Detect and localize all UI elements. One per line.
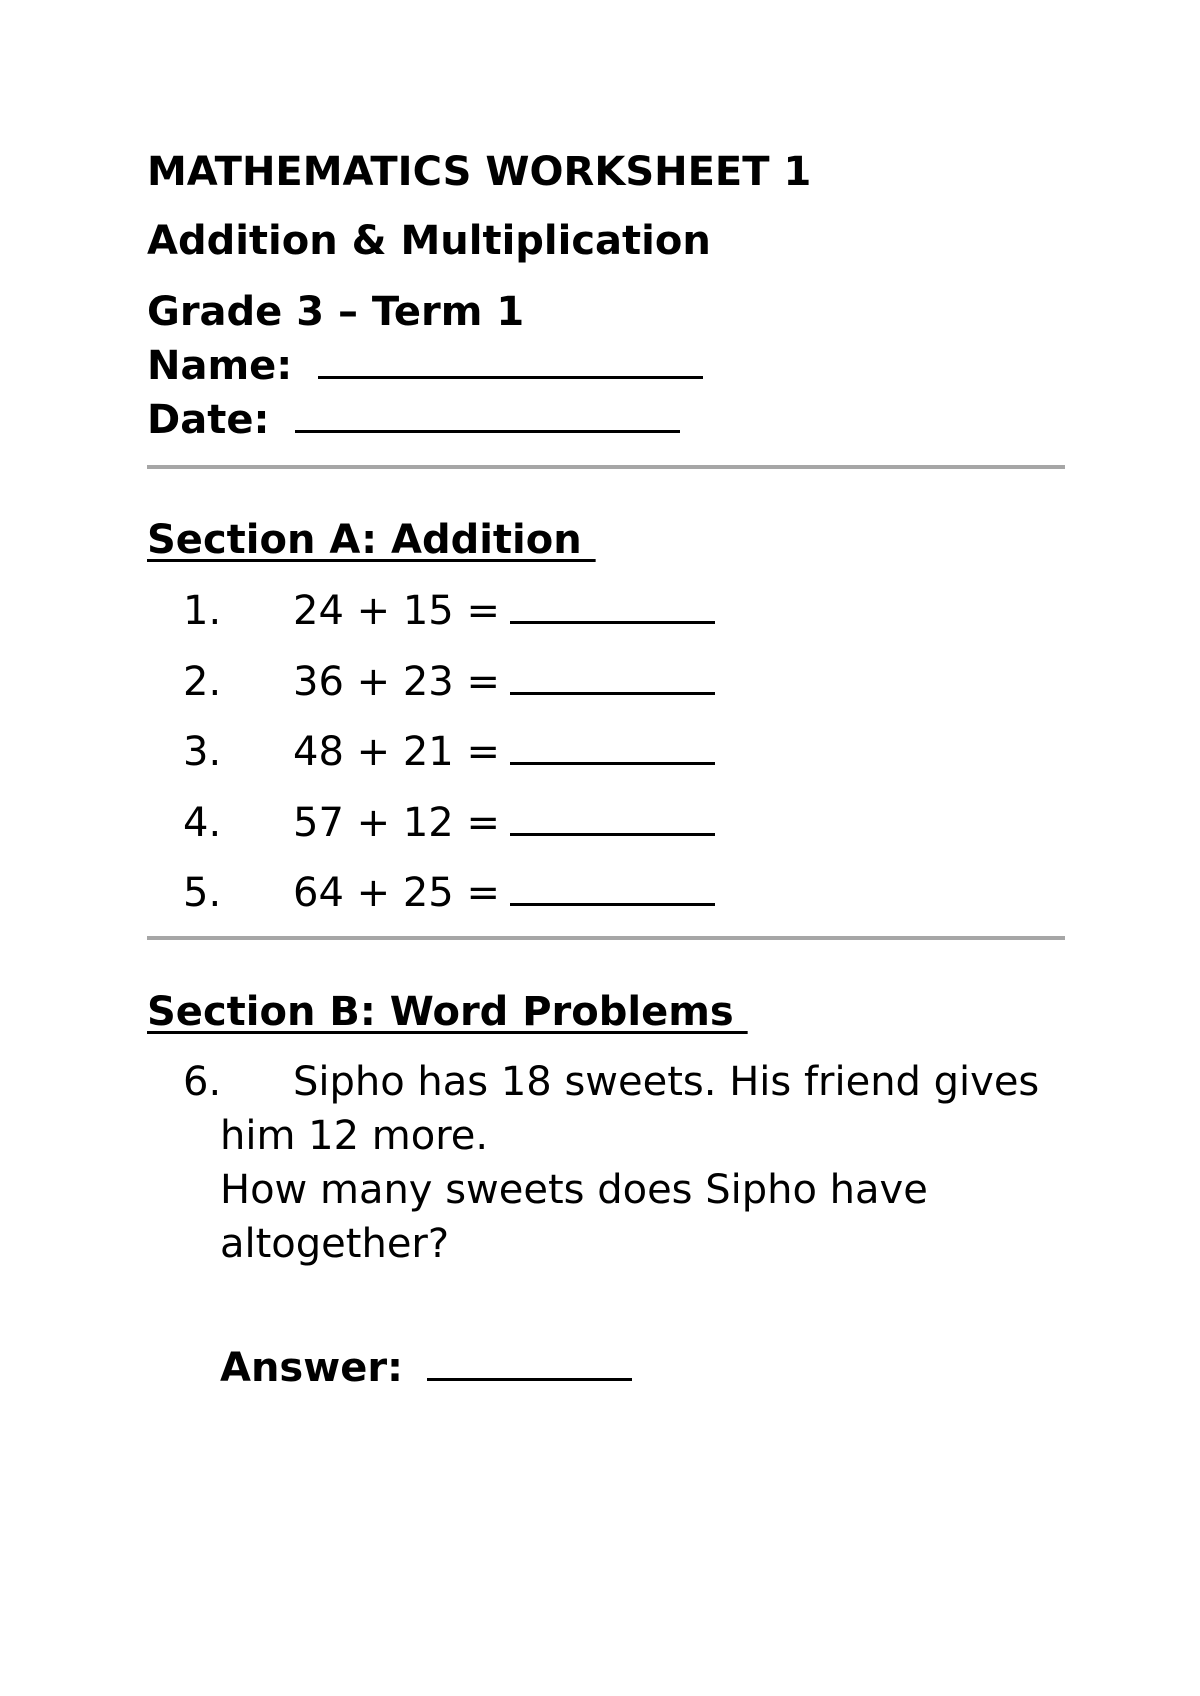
answer-label: Answer: xyxy=(220,1345,404,1391)
grade-term: Grade 3 – Term 1 xyxy=(147,289,525,335)
question-expression: 36 + 23 = xyxy=(293,659,500,705)
answer-blank[interactable] xyxy=(510,825,715,836)
answer-blank[interactable] xyxy=(510,754,715,765)
question-number: 1. xyxy=(183,588,222,634)
divider xyxy=(147,936,1065,940)
worksheet-title: MATHEMATICS WORKSHEET 1 xyxy=(147,149,812,195)
question-expression: 64 + 25 = xyxy=(293,870,500,916)
question-number: 2. xyxy=(183,659,222,705)
date-label: Date: xyxy=(147,397,270,443)
question-6-number: 6. xyxy=(183,1059,222,1105)
divider xyxy=(147,465,1065,469)
section-b-title-text: Section B: Word Problems xyxy=(147,989,748,1035)
question-6-line-1: Sipho has 18 sweets. His friend gives xyxy=(293,1059,1040,1105)
section-b-title xyxy=(147,989,748,1035)
worksheet-subtitle: Addition & Multiplication xyxy=(147,218,711,264)
question-expression: 48 + 21 = xyxy=(293,729,500,775)
question-expression: 57 + 12 = xyxy=(293,800,500,846)
answer-blank[interactable] xyxy=(427,1370,632,1381)
answer-blank[interactable] xyxy=(510,613,715,624)
question-6-line-2: him 12 more. xyxy=(220,1113,489,1159)
question-number: 5. xyxy=(183,870,222,916)
question-6-line-3: How many sweets does Sipho have xyxy=(220,1167,928,1213)
name-blank[interactable] xyxy=(318,368,703,379)
section-a-title xyxy=(147,517,596,563)
date-field[interactable] xyxy=(147,397,680,443)
name-label: Name: xyxy=(147,343,293,389)
question-6-line-4: altogether? xyxy=(220,1221,450,1267)
name-field[interactable] xyxy=(147,343,703,389)
section-a-title-text: Section A: Addition xyxy=(147,517,596,563)
answer-blank[interactable] xyxy=(510,684,715,695)
question-number: 4. xyxy=(183,800,222,846)
question-number: 3. xyxy=(183,729,222,775)
date-blank[interactable] xyxy=(295,422,680,433)
question-expression: 24 + 15 = xyxy=(293,588,500,634)
answer-field[interactable] xyxy=(220,1345,632,1391)
answer-blank[interactable] xyxy=(510,895,715,906)
